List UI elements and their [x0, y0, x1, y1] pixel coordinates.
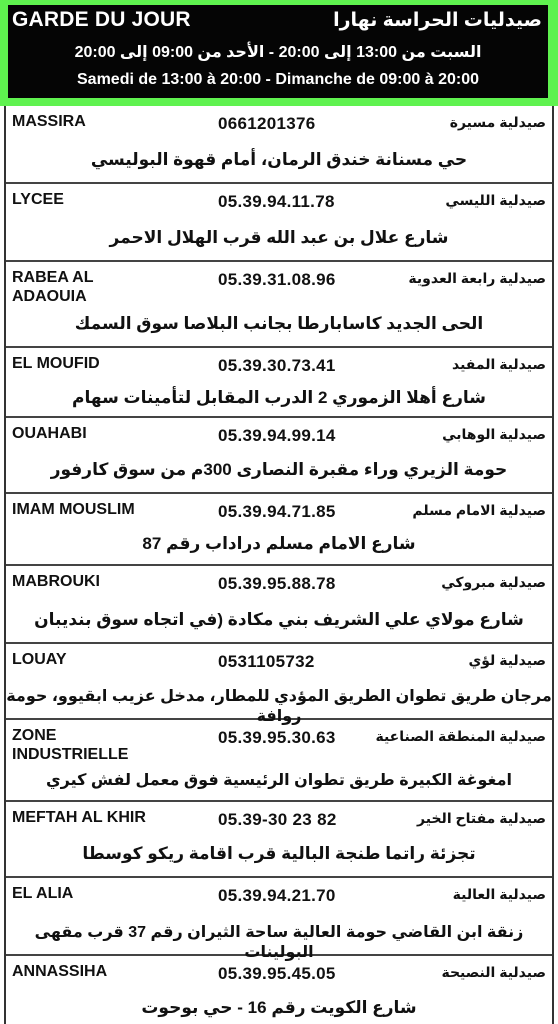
pharmacy-name-fr: EL MOUFID	[12, 355, 100, 372]
pharmacy-address: حومة الزيري وراء مقبرة النصارى 300م من سوق كارفور	[50, 460, 508, 479]
pharmacy-name-ar: صيدلية النصيحة	[441, 964, 546, 980]
pharmacy-row	[6, 644, 552, 725]
pharmacy-row	[6, 106, 552, 184]
pharmacy-address: مرجان طريق تطوان الطريق المؤدي للمطار، مدخل عزيب ابقيوو، حومة روافة	[6, 688, 552, 725]
header-schedule-fr: Samedi de 13:00 à 20:00 - Dimanche de 09:00 à 20:00	[77, 71, 479, 88]
pharmacy-address: شارع علال بن عبد الله قرب الهلال الاحمر	[109, 228, 449, 247]
pharmacy-address: شارع الامام مسلم دراداب رقم 87	[142, 534, 416, 553]
pharmacy-name-ar: صيدلية المنطقة الصناعية	[375, 728, 546, 744]
pharmacy-row	[6, 802, 552, 878]
pharmacy-name-ar: صيدلية الوهابي	[442, 426, 546, 442]
pharmacy-phone: 05.39.31.08.96	[218, 270, 336, 289]
pharmacy-row	[6, 184, 552, 262]
pharmacy-phone: 05.39.94.11.78	[218, 192, 335, 211]
pharmacy-row	[6, 262, 552, 348]
pharmacy-name-fr: MASSIRA	[12, 113, 86, 130]
pharmacy-name-fr: ANNASSIHA	[12, 963, 108, 980]
pharmacy-name-ar: صيدلية رابعة العدوية	[408, 270, 546, 286]
pharmacy-name-ar: صيدلية الليسي	[445, 192, 546, 208]
pharmacy-phone: 05.39.95.88.78	[218, 574, 336, 593]
pharmacy-phone: 05.39.30.73.41	[218, 356, 336, 375]
pharmacy-phone: 05.39.94.21.70	[218, 886, 336, 905]
pharmacy-address: شارع أهلا الزموري 2 الدرب المقابل لتأمينات سهام	[72, 388, 486, 407]
pharmacy-name-fr: RABEA AL ADAOUIA	[12, 269, 94, 305]
pharmacy-name-fr: LOUAY	[12, 651, 67, 668]
header-title-ar: صيدليات الحراسة نهارا	[333, 10, 542, 31]
pharmacy-address: شارع الكويت رقم 16 - حي بوحوت	[141, 998, 417, 1017]
pharmacy-phone: 05.39.94.71.85	[218, 502, 336, 521]
pharmacy-name-ar: صيدلية مفتاح الخير	[417, 810, 546, 826]
pharmacy-phone: 0531105732	[218, 652, 315, 671]
pharmacy-name-ar: صيدلية الامام مسلم	[412, 502, 546, 518]
pharmacy-list	[4, 106, 554, 1024]
pharmacy-row	[6, 418, 552, 494]
pharmacy-address: امغوغة الكبيرة طريق تطوان الرئيسية فوق معمل لفش كيري	[46, 772, 512, 789]
pharmacy-row	[6, 348, 552, 418]
pharmacy-name-fr: LYCEE	[12, 191, 64, 208]
pharmacy-name-fr: MABROUKI	[12, 573, 100, 590]
pharmacy-phone: 0661201376	[218, 114, 316, 133]
pharmacy-row	[6, 878, 552, 961]
pharmacy-phone: 05.39.95.45.05	[218, 964, 336, 983]
pharmacy-name-fr: EL ALIA	[12, 885, 74, 902]
pharmacy-name-ar: صيدلية مبروكي	[441, 574, 546, 590]
pharmacy-name-fr: MEFTAH AL KHIR	[12, 809, 146, 826]
pharmacy-name-ar: صيدلية العالية	[452, 886, 546, 902]
pharmacy-name-fr: IMAM MOUSLIM	[12, 501, 135, 518]
pharmacy-address: زنقة ابن القاضي حومة العالية ساحة الثيران رقم 37 قرب مقهى البولينات	[34, 924, 524, 961]
pharmacy-name-fr: ZONE INDUSTRIELLE	[12, 727, 129, 763]
header-schedule-ar: السبت من 13:00 إلى 20:00 - الأحد من 09:00 إلى 20:00	[74, 44, 482, 61]
header-panel	[8, 5, 548, 98]
pharmacy-row	[6, 566, 552, 644]
pharmacy-row	[6, 956, 552, 1024]
pharmacy-address: الحى الجديد كاسابارطا بجانب البلاصا سوق السمك	[74, 314, 484, 333]
pharmacy-row	[6, 494, 552, 566]
pharmacy-address: حي مسنانة خندق الرمان، أمام قهوة البوليسي	[90, 150, 468, 169]
pharmacy-name-ar: صيدلية لؤي	[468, 652, 546, 668]
header-banner	[0, 0, 558, 106]
pharmacy-address: تجزئة راتما طنجة البالية قرب اقامة ريكو كوسطا	[82, 844, 476, 863]
pharmacy-name-ar: صيدلية المفيد	[451, 356, 546, 372]
pharmacy-address: شارع مولاي علي الشريف بني مكادة (في اتجاه سوق بنديبان	[34, 610, 524, 629]
pharmacy-row	[6, 720, 552, 802]
pharmacy-phone: 05.39.95.30.63	[218, 728, 336, 747]
pharmacy-name-fr: OUAHABI	[12, 425, 87, 442]
pharmacy-phone: 05.39.94.99.14	[218, 426, 336, 445]
pharmacy-phone: 05.39-30 23 82	[218, 810, 337, 829]
header-title-fr: GARDE DU JOUR	[12, 8, 191, 31]
pharmacy-name-ar: صيدلية مسيرة	[449, 114, 546, 130]
